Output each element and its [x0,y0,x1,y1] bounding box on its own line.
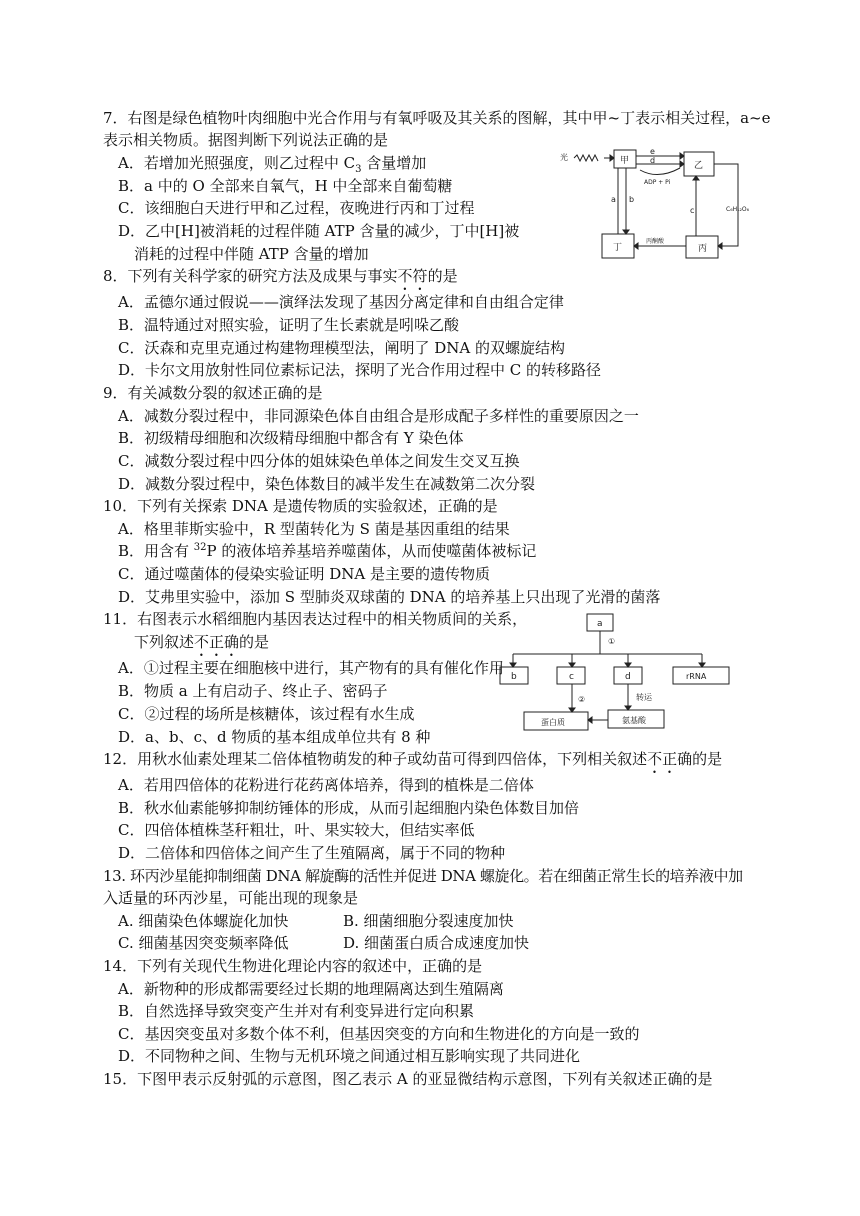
q7-option-b: B．a 中的 O 全部来自氧气，H 中全部来自葡萄糖 [118,177,453,195]
q12-option-a: A．若用四倍体的花粉进行花药离体培养，得到的植株是二倍体 [118,776,534,794]
q11-diagram-d: d [625,672,631,682]
q7-diagram-bing: 丙 [698,244,708,254]
q7-diagram-d: d [650,156,656,165]
q7-diagram-light-label: 光 [560,153,568,162]
q7-stem-line2: 表示相关物质。据图判断下列说法正确的是 [103,131,389,149]
q9-option-c: C．减数分裂过程中四分体的姐妹染色单体之间发生交叉互换 [118,452,520,470]
q12-stem: 12．用秋水仙素处理某二倍体植物萌发的种子或幼苗可得到四倍体，下列相关叙述不正确的是 [103,750,723,768]
q10-stem: 10．下列有关探索 DNA 是遗传物质的实验叙述，正确的是 [103,497,498,515]
q7-option-c: C．该细胞白天进行甲和乙过程，夜晚进行丙和丁过程 [118,199,475,217]
q11-diagram-b: b [511,672,517,682]
q11-diagram-c: c [569,672,574,682]
q7-diagram-a: a [611,195,616,204]
q7-diagram-glucose: C₆H₁₂O₆ [726,206,750,213]
q8-stem: 8．下列有关科学家的研究方法及成果与事实不符的是 [103,267,458,285]
q8-option-d: D．卡尔文用放射性同位素标记法，探明了光合作用过程中 C 的转移路径 [118,361,602,379]
q11-option-d: D．a、b、c、d 物质的基本组成单位共有 8 种 [118,728,431,746]
q13-option-b: B. 细菌细胞分裂速度加快 [343,912,514,930]
q9-option-d: D．减数分裂过程中，染色体数目的减半发生在减数第二次分裂 [118,475,536,493]
q11-option-a: A．①过程主要在细胞核中进行，其产物有的具有催化作用 [118,659,504,677]
q11-diagram-step1: ① [608,637,616,646]
q15-stem: 15．下图甲表示反射弧的示意图，图乙表示 A 的亚显微结构示意图，下列有关叙述正确的是 [103,1070,713,1088]
q7-diagram-jia: 甲 [620,156,630,166]
q11-stem-line1: 11．右图表示水稻细胞内基因表达过程中的相关物质间的关系， [103,610,528,628]
q13-stem-line1: 13. 环丙沙星能抑制细菌 DNA 解旋酶的活性并促进 DNA 螺旋化。若在细菌正常生长的培养液中加 [103,867,743,885]
q9-option-b: B．初级精母细胞和次级精母细胞中都含有 Y 染色体 [118,429,464,447]
q11-stem-line2: 下列叙述不正确的是 [134,633,270,651]
q7-diagram-c: c [690,206,695,215]
q14-option-d: D．不同物种之间、生物与无机环境之间通过相互影响实现了共同进化 [118,1047,581,1065]
q7-diagram [558,146,758,266]
q8-option-a: A．孟德尔通过假说——演绎法发现了基因分离定律和自由组合定律 [118,293,564,311]
q11-diagram-step2: ② [578,695,586,704]
q11-diagram-amino-acid: 氨基酸 [622,716,646,725]
q12-option-b: B．秋水仙素能够抑制纺锤体的形成，从而引起细胞内染色体数目加倍 [118,799,580,817]
q14-option-c: C．基因突变虽对多数个体不利，但基因突变的方向和生物进化的方向是一致的 [118,1025,640,1043]
q13-option-a: A. 细菌染色体螺旋化加快 [118,912,289,930]
q14-stem: 14．下列有关现代生物进化理论内容的叙述中，正确的是 [103,957,483,975]
q14-option-b: B．自然选择导致突变产生并对有利变异进行定向积累 [118,1002,475,1020]
q11-option-c: C．②过程的场所是核糖体，该过程有水生成 [118,705,415,723]
q7-diagram-yi: 乙 [694,161,704,171]
q7-diagram-ding: 丁 [613,243,623,253]
q7-diagram-pyruvate: 丙酮酸 [646,238,665,245]
q11-diagram [496,610,752,736]
q13-stem-line2: 入适量的环丙沙星，可能出现的现象是 [103,889,359,907]
q7-option-a: A．若增加光照强度，则乙过程中 $C_3$ 含量增加 [118,154,427,175]
q7-diagram-e: e [650,147,655,156]
q7-option-d-line1: D．乙中[H]被消耗的过程伴随 ATP 含量的减少，丁中[H]被 [118,222,520,240]
q11-diagram-transport: 转运 [636,693,652,702]
q10-option-d: D．艾弗里实验中，添加 S 型肺炎双球菌的 DNA 的培养基上只出现了光滑的菌落 [118,588,661,606]
q7-stem-line1: 7．右图是绿色植物叶肉细胞中光合作用与有氧呼吸及其关系的图解，其中甲~丁表示相关过程，a~e [103,109,771,127]
q13-option-c: C. 细菌基因突变频率降低 [118,934,289,952]
q11-diagram-a: a [597,619,603,629]
q10-option-c: C．通过噬菌体的侵染实验证明 DNA 是主要的遗传物质 [118,565,490,583]
q12-option-c: C．四倍体植株茎秆粗壮，叶、果实较大，但结实率低 [118,821,475,839]
q9-stem: 9．有关减数分裂的叙述正确的是 [103,384,323,402]
q7-diagram-adp: ADP + Pi [644,179,671,186]
q9-option-a: A．减数分裂过程中，非同源染色体自由组合是形成配子多样性的重要原因之一 [118,407,639,425]
q7-option-d-line2: 消耗的过程中伴随 ATP 含量的增加 [134,245,369,263]
q14-option-a: A．新物种的形成都需要经过长期的地理隔离达到生殖隔离 [118,980,504,998]
q8-option-b: B．温特通过对照实验，证明了生长素就是吲哚乙酸 [118,316,460,334]
q11-diagram-rrna: rRNA [686,672,707,681]
q10-option-b: B．用含有 $^{32}$P 的液体培养基培养噬菌体，从而使噬菌体被标记 [118,542,537,560]
q10-option-a: A．格里菲斯实验中，R 型菌转化为 S 菌是基因重组的结果 [118,520,510,538]
q11-diagram-protein: 蛋白质 [541,718,565,727]
q11-option-b: B．物质 a 上有启动子、终止子、密码子 [118,682,388,700]
q7-diagram-b: b [629,195,635,204]
q8-option-c: C．沃森和克里克通过构建物理模型法，阐明了 DNA 的双螺旋结构 [118,339,565,357]
q13-option-d: D. 细菌蛋白质合成速度加快 [343,934,530,952]
q12-option-d: D．二倍体和四倍体之间产生了生殖隔离，属于不同的物种 [118,844,506,862]
